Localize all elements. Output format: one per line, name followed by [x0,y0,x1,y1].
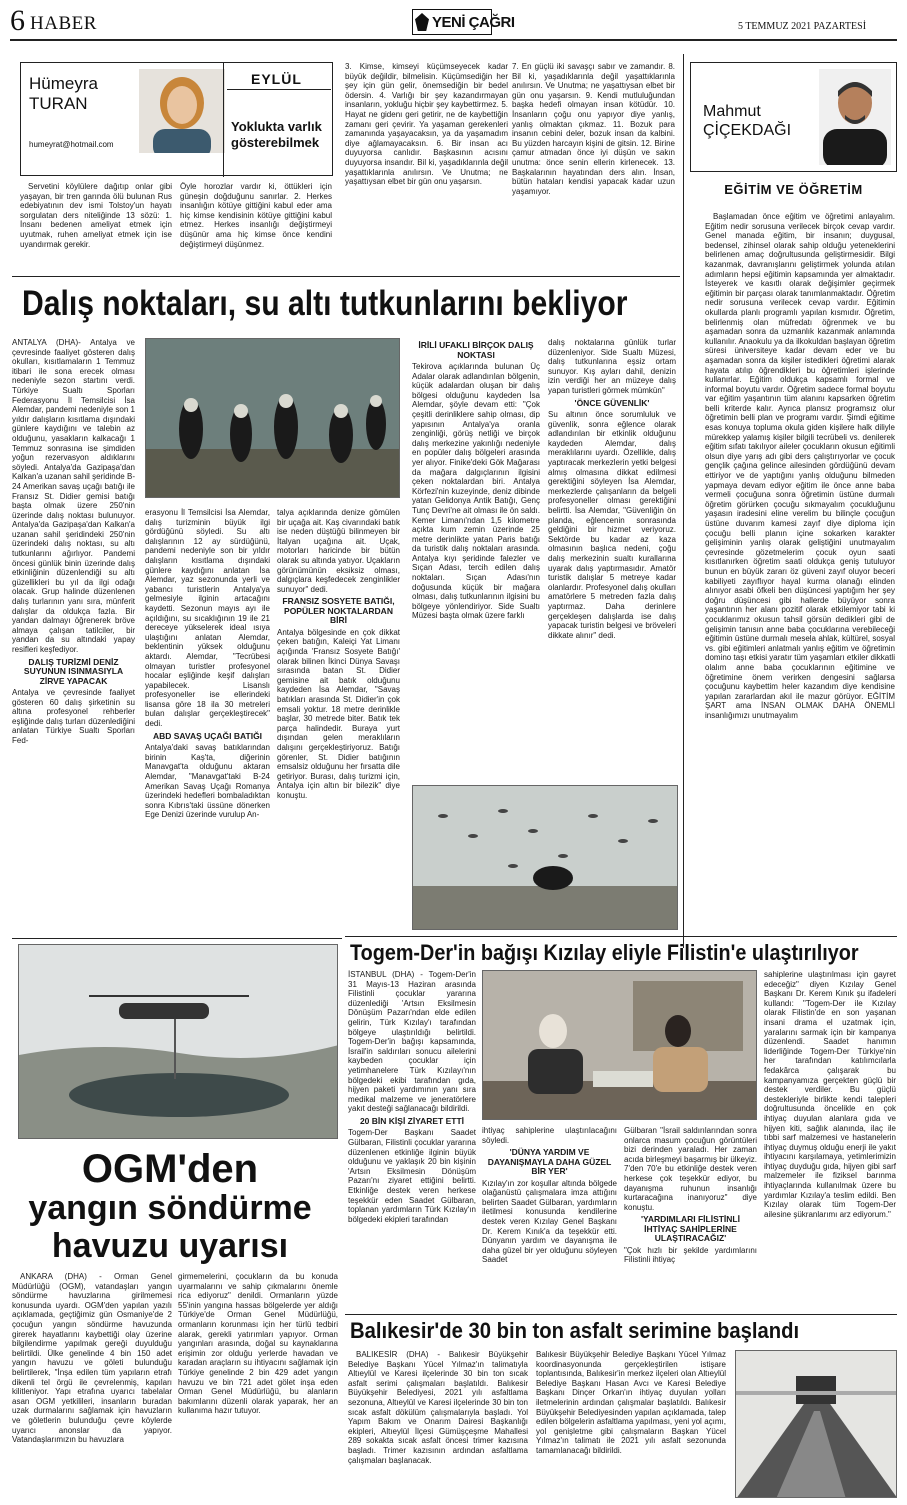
togem-col-3b-text: "Çok hızlı bir şekilde yardımlarını Filistinli ihtiyaç [624,1245,757,1265]
dive-headline: Dalış noktaları, su altı tutkunlarını bekliyor [22,284,628,323]
author-lastname: ÇİÇEKDAĞI [703,122,792,139]
togem-meeting-photo [482,970,757,1120]
helicopter-over-pool-illustration [19,945,338,1139]
paper-logo [412,9,515,35]
togem-col-1 [348,970,476,1312]
author-portrait-icon [139,69,225,153]
dive-col-3-text: talya açıklarında denize gömülen bir uçağa ait. Kaş civarındaki batık ise neden düştüğü bilinmeyen bir İtalyan uçağına ait. Uçak, motorları haricinde bir bütün olarak su altında yatıyor. Uçakların görünümünün eksiksiz olması, dalgıçlara keşfedecek zenginlikler sunuyor" dedi. [277,508,400,594]
togem-col-1b-text: Togem-Der Başkanı Saadet Gülbaran, Filistinli çocuklar yararına düzenlenen etkinliğe ilginin büyük olduğunu ve yaklaşık 20 bin kişinin 'Artsın Eksilmesin Dönüşüm Pazarı'nı ziyaret ettiğini belirtti. Etkinliğe destek veren herkese teşekkür eden Saadet Gülbaran, toplanan yardımların Türk Kızılay'ın bölgedeki ekipleri tarafından [348,1128,476,1224]
column-subtitle: Yoklukta varlık gösterebilmek [231,119,322,150]
asphalt-photo [735,1350,897,1498]
togem-col-2 [482,1126,617,1312]
divers-underwater-illustration [146,339,400,498]
togem-subhead-1: 20 BİN KİŞİ ZİYARET ETTİ [359,1115,465,1126]
dive-col-3b-text: Antalya bölgesinde en çok dikkat çeken batığın, Kaleiçi Yat Limanı açığında 'Fransız Sosyete Batığı' olarak bilinen İkinci Dünya Savaşı sırasında batan St. Didier gemisine ait batık olduğunu kaydeden İsa Alemdar, "Savaş batıkları arasında St. Didier'in çok emsali yoktur. 18 metre derinlikle başlar, 30 metrede biter. Batık tek parça halindedir. Buraya yurt dışından gelen meraklıların dalışını gerçekleştiriyoruz. Batığı görenler, St. Didier batığının emsalsiz olduğunu her fırsatta dile getiriyor. Burası, dalış turizmi için, Antalya için altın bir bilezik" diye konuştu. [277,627,400,800]
divers-photo [145,338,400,498]
author-box-left [20,62,333,176]
togem-subhead-3: 'YARDIMLARI FİLİSTİNLİ İHTİYAÇ SAHİPLERİNE ULAŞTIRACAĞIZ' [641,1214,740,1244]
togem-col-2b-text: Kızılay'ın zor koşullar altında bölgede olağanüstü çalışmalara imza attığını belirten Saadet Gülbaran, yardımların iletilmesi konusunda kendilerine destek veren Kızılay Genel Başkanı Dr. Kerem Kınık'a da teşekkür etti. Dünyanın yardım ve dayanışma ile daha güzel bir yer olduğunu söyleyen Saadet [482,1178,617,1265]
author-portrait-icon [819,69,891,165]
mid-section-rule [12,938,342,939]
issue-date: 5 TEMMUZ 2021 PAZARTESİ [738,21,867,32]
togem-col-2-text: ihtiyaç sahiplerine ulaştırılacağını söyledi. [482,1126,617,1145]
author-box-right [690,62,897,172]
dive-col-2-text: erasyonu İl Temsilcisi İsa Alemdar, dalış turizminin büyük ilgi gördüğünü söyledi. Su altı dalışlarının 12 ay sürdüğünü, pandemi nedeniyle son bir yıldır dalışların kısıtlama dışındaki günlere kaydığını anlatan İsa Alemdar, yaz sezonunda yerli ve yabancı turistlerin Antalya'ya gelmesiyle ilginin artacağını kaydetti. Sezonun mayıs ayı ile açıldığını, su sıcaklığının 19 ile 21 dereceye yükselerek ideal ısıya ulaştığını anlatan Alemdar, beklentinin yüksek olduğunu aktardı. Alemdar, "Tecrübesi olmayan turistler profesyonel hocalar eşliğinde keşif dalışları yapabilecek. Lisanslı profesyoneller ise ellerindeki lisansa göre 18 ila 30 metreleri bulan dalışlar gerçekleştirecek" dedi. [145,508,270,729]
dive-col-5b-text: Su altının önce sorumluluk ve güvenlik, sonra eğlence olarak adlandırılan bir etkinlik olduğunu kaydeden Alemdar, dalış meraklılarını uyardı. Özellikle, dalış yaptıracak merkezlerin yetki belgesi almış olmasına dikkat edilmesi gerektiğini söyleyen İsa Alemdar, merkezlerde çalışanların da belgeli profesyoneller olması gerektiğini belirtti. İsa Alemdar, "Güvenliğin ön planda, eğlencenin sonrasında geldiğini bir hizmet veriyoruz. Sektörde bu kadar az kaza olmasının başlıca nedeni, çoğu dalış merkezinin sualtı kurallarına uyarak dalış yaptırmasıdır. Amatör turistik dalışlar 5 metreye kadar olanlardır. Profesyonel dalış okulları amatörlere 5 metreden fazla dalış yaptırmaz. Daha derinlere gerçekleşen dalışlarda ise dalış yapacak turistin belgesi ve bröveleri dikkate alınır" dedi. [548,410,676,640]
togem-subhead-2: 'DÜNYA YARDIM VE DAYANIŞMAYLA DAHA GÜZEL BİR YER' [487,1147,612,1177]
dive-col-2b-text: Antalya'daki savaş batıklarından birinin Kaş'ta, diğerinin Manavgat'ta olduğunu aktaran Alemdar, "Manavgat'taki B-24 Amerikan Savaş Uçağı Romanya üzerindeki hedefleri bombaladıktan sonra Kıbrıs'taki üssüne dönerken Ege Denizi üzerinde vurulup An- [145,743,270,820]
asphalt-col-1: BALIKESİR (DHA) - Balıkesir Büyükşehir Belediye Başkanı Yücel Yılmaz'ın talimatıyla Altıeylül ve Karesi ilçelerinde 30 bin ton sıcak asfalt serimi çalışmaları başlatıldı. Balıkesir Büyükşehir Belediyesi, 2021 yılı asfaltlama sezonuna, Altıeylül ve Karesi ilçelerinde 30 bin ton sıcak asfalt dökülüm çalışmalarıyla başladı. Yol Yapım Bakım ve Onarım Dairesi Başkanlığı ekipleri, Altıeylül İlçesi Gümüşçeşme Mahallesi 289 sokakta sıcak asfalt öncesi trimer kazısına başladı. Trimer kazısının ardından asfaltlama çalışmaları başlanacak. [348,1350,528,1465]
left-column-body-4: 7. En güçlü iki savaşçı sabır ve zamandır. 8. Bil ki, yaşadıklarınla değil yaşattıklarınla anılırsın. Ve Unutma; ne yaşattıysan elbet bir gün onu yaşarsın. 9. Kendi mutluluğundan başka hedefi olmayan insan kötüdür. 10. İnsanların çoğu onu yapıyor diye yanlış, yanlış olmaktan çıkmaz. 11. Bozuk para insanın cebini deler, bozuk insan da kalbini. Bu yüzden harcayın kişini de gitsin. 12. Birine çamur atmadan önce iyi düşün ve sakın unutma: önce senin ellerin kirlenecek. 13. Başkalarının hayatından ders alın. İnsan, bütün hataları kendisi yapacak kadar uzun yaşamıyor. [512,62,675,196]
logo-emblem-icon [415,13,429,31]
ogm-col-1: ANKARA (DHA) - Orman Genel Müdürlüğü (OGM), vatandaşları yangın söndürme havuzlarına girilmemesi konusunda uyardı. OGM'den yapılan yazılı açıklamada, geçtiğimiz gün Osmaniye'de 2 çocuğun yangın söndürme havuzunda girerek hayatlarını kaybettiği olay üzerine bilgilendirme yapılmak gereği duyulduğu belirtildi. Ülke genelinde 4 bin 150 adet yangın havuzu ve göleti bulunduğu belirtilerek, "İnşa edilen tüm yapıların etrafı dikenli tel örgü ile çevrelenmiş, kapıları kilitleniyor. Yapı etrafına uyarıcı tabelalar asan OGM yetkilileri, insanların buradan uzak durmalarını sağlamak için havuzların ve göletlerin bulunduğu çevre köylerde uyarıcı anonslar da yapıyor. Vatandaşlarımızın bu havuzlara [12,1272,172,1445]
togem-rule [345,936,897,937]
title-underline [227,89,331,90]
dive-col-1b-text: Antalya ve çevresinde faaliyet gösteren 60 dalış şirketinin su altına profesyonel rehberler eşliğinde dalış turları düzenlediğini anlatan Türkiye Sualtı Sporları Fed- [12,688,135,746]
dive-col-4-text: Tekirova açıklarında bulunan Üç Adalar olarak adlandırılan bölgenin, küçük adalardan oluşan bir dalış bölgesi olduğunu kaydeden İsa Alemdar, şöyle devam etti: "Çok çeşitli derinliklere sahip olması, dip yapısının Antalya'ya oranla zenginliği, görüş netliği ve birçok dalış merkezine yakınlığı nedeniyle en popüler dalış bölgeleri arasında yer alıyor. Finike'deki Gök Mağarası da mağara dalgıçlarının ilgisini çeken noktalardan biri. Antalya Körfezi'nin kuzeyinde, deniz dibinde yatan Gelidonya Antik Batığı, Genç Tunç Devri'ne ait olması ile ön saldı. Kemer Limanı'ndan 1,5 kilometre açıkta kum zemin üzerinde 25 metre derinlikte yatan Paris batığı da turistik dalış noktaları arasında. Antalya kıyı şeridinde falezler ve Sıçan Adası, tercih edilen dalış noktaları. Sıçan Adası'nın doğusunda küçük bir mağara olması, dalış tutkunlarının ilgisini bu bölgeye yönlendiriyor. Side Sualtı Müzesi başta olmak üzere farklı [412,362,540,621]
author-lastname: TURAN [29,94,88,113]
dive-subhead-2: ABD SAVAŞ UÇAĞI BATIĞI [152,730,263,741]
asphalt-col-2: Balıkesir Büyükşehir Belediye Başkanı Yücel Yılmaz koordinasyonunda gerçekleştirilen istişare toplantısında, Balıkesir'in merkez ilçeleri olan Altıeylül Belediye Başkanı Hasan Avcı ve Karesi Belediye Başkanı Dinçer Orkan'ın ihtiyaç duyulan yolları iletmelerinin ardından çalışmalar başlatıldı. Balıkesir Büyükşehir Belediyesinden yapılan açıklamada, talep edilen bölgelerin asfaltlama yapılması, yeni yol açımı, yol genişletme gibi çalışmaların Başkan Yücel Yılmaz'ın talimatı ile 2021 yılı asfalt sezonunda tamamlanacağı bildirildi. [536,1350,726,1455]
masthead [0,0,907,52]
author-photo [139,69,225,153]
togem-col-3-text: Gülbaran "İsrail saldırılarından sonra onlarca masum çocuğun görüntüleri bizi derinden yaraladı. Her zaman acıda birleşmeyi başarmış bir ülkeyiz. 7'den 70'e bu etkinliğe destek veren herkese çok teşekkür ediyor, bu dayanışma ruhunun insanlığı kurtaracağına inanıyoruz" diye konuştu. [624,1126,757,1212]
dive-col-1-text: ANTALYA (DHA)- Antalya ve çevresinde faaliyet gösteren dalış okulları, kısıtlamaların 1 Temmuz itibari ile sona erecek olması nedeniyle sezon startını verdi. Türkiye Sualtı Sporları Federasyonu İl Temsilcisi İsa Alemdar, pandemi nedeniyle son 1 yıldır dalışların kısıtlama dışındaki günlere kaydığını ve talebin az olduğunu, yasakların kalkacağı 1 Temmuz sonrasına ise şimdiden yoğun rezervasyon aldıklarını söyledi. Antalya'da Gazipaşa'dan Kalkan'a uzanan sahil şeridinde B-24 Amerikan savaş uçağı batığı ile Fransız St. Didier gemisi batığı başta olmak üzere 250'nin üzerinde dalış noktası bulunuyor. Antalya'da Gazipaşa'dan Kalkan'a uzanan sahil şeridindeki 250'nin üzerindeki dalış noktası, su altı tutkunlarını ağırlıyor. Pandemi öncesi günlük binin üzerinde dalış etkinliğinin düzenlendiği su altı güzellikleri bu yıl da ilgi odağı olacak. Grup halinde düzenlenen dalış turlarının yanı sıra, münferit dalışlar da oldukça fazla. Bir yandan dalmayı öğrenerek bröve almaya çalışan tatilciler, bir yandan da su altındaki yapay resifleri keşfediyor. [12,338,135,654]
top-section-rule [12,276,680,277]
author-photo [819,69,891,165]
author-divider [223,63,224,177]
page-number: 6 [10,4,25,37]
paper-name: YENİ ÇAĞRI [432,14,515,31]
right-column-rule [683,54,684,948]
column-title: EYLÜL [251,71,302,87]
dive-col-5-text: dalış noktalarına günlük turlar düzenleniyor. Side Sualtı Müzesi, dalış tutkunlarına eşsiz ortam sunuyor. Kış ayları dahil, denizin izin verdiği her an müzeye dalış yapan turistleri görmek mümkün" [548,338,676,395]
author-firstname: Mahmut [703,103,761,120]
diver-fish-photo [412,785,678,930]
section-name: HABER [30,13,97,34]
author-email: humeyrat@hotmail.com [29,140,114,149]
ogm-col-2: girmemelerini, çocukların da bu konuda uyarmalarını ve sahip çıkmalarını önemle rica ediyoruz" denildi. Ormanların yüzde 55'inin yangına hassas bölgelerde yer aldığı Türkiye'de Orman Genel Müdürlüğü, ormanların korunması için her türlü tedbiri alarak, gerekli yatırımları yapıyor. Orman yangınları arasında, doğal su kaynaklarına erişimin zor olduğu yerlerde havadan ve karadan araçların su ihtiyacını sağlamak için Türkiye genelinde 2 bin 429 adet yangın havuzu ve bin 721 adet gölet inşa eden Orman Genel Müdürlüğü, bu alanların bakımlarını düzenli olarak yaparak, her an kullanıma hazır tutuyor. [178,1272,338,1416]
dive-subhead-4: İRİLİ UFAKLI BİRÇOK DALIŞ NOKTASI [418,340,534,360]
dive-subhead-5: 'ÖNCE GÜVENLİK' [574,397,650,408]
column-title: EĞİTİM VE ÖĞRETİM [724,182,863,197]
dive-col-5 [548,338,676,778]
togem-headline: Togem-Der'in bağışı Kızılay eliyle Filistin'e ulaştırılıyor [350,940,859,965]
ogm-headline-line-2: yangın söndürme [28,1189,312,1227]
left-column-body-3: 3. Kimse, kimseyi küçümseyecek kadar büyük değildir, bilmelisin. Küçümsediğin her şey için gün gelir, önemsediğin bir bedel ödersin. 4. Varlığı bir şey kazandırmayan insanların, yokluğu hiçbir şey kaybettirmez. 5. Hayat ne gidenı geri getirir, ne de kaybettiğin zamanı geri çevirir. Ya yaşaman gerekenleri zamanında yaşayacaksın, ya da yaşamadım diye ağlamayacaksın. 6. Bir insan acı duyuyorsa canlıdır. Başkasının acısını duyuyorsa insandır. Bil ki, yaşadıklarınla değil yaşattıklarınla anılırsın. Ve Unutma; ne yaşattıysan elbet bir gün onu yaşarsın. [345,62,508,187]
togem-col-1-text: İSTANBUL (DHA) - Togem-Der'in 31 Mayıs-13 Haziran arasında Filistinli çocuklar yararına düzenlediği 'Artsın Eksilmesin Dönüşüm Pazarı'ndan elde edilen gelirin, Türk Kızılay'ı tarafından bölgeye ulaştırıldığı belirtildi. Togem-Der'in bağışı kapsamında, İsrail'in saldırıları sonucu ailelerini kaybeden çocuklar için yetimhanelere Türk Kızılayı'nın bölgedeki ekibi tarafından gıda, hijyen paketi yardımının yanı sıra medikal malzeme ve jeneratörlere yakıt desteği sağlanacağı bildirildi. [348,970,476,1114]
togem-col-4: sahiplerine ulaştırılması için gayret edeceğiz" diyen Kızılay Genel Başkanı Dr. Kerem Kınık şu ifadeleri kullandı: "Togem-Der ile Kızılay olarak Filistin'de en son yaşanan insani drama el uzatmak için, yaralarını sarmak için bir kampanya düzenlendi. Saadet hanımın liderliğinde Togem-Der Türkiye'nin her tarafından katılımcılarla fedakârca çalışarak bu kampanyamıza gerçekten güçlü bir destek verdiler. Bu güçlü destekleriyle birlikte kendi talepleri doğrultusunda öncelikle en çok ihtiyaç duyulan alanlara gıda ve hijyen kiti, sağlık alanında, ilaç ile tıbbi sarf malzemesi ve hastanelerin ihtiyaç duymuş olduğu enerji ile yakıt ihtiyacını karşılamaya, yetimlerimizin ihtiyaç duyduğu gıda, hijyen gibi sarf malzemeler ile fiziksel barınma ihtiyaçlarında kullanılmak üzere bu yardımlar Kızılay'a teslim edildi. Ben Kızılay olarak tüm Togem-Der ailesine şükranlarımı arz ediyorum." [764,970,896,1219]
dive-col-3 [277,508,400,928]
diver-with-fish-illustration [413,786,678,930]
asphalt-headline: Balıkesir'de 30 bin ton asfalt serimine başlandı [350,1318,800,1343]
ogm-headline-line-1: OGM'den [81,1147,259,1191]
meeting-illustration [483,971,757,1120]
left-column-body-1: Servetini köylülere dağıtıp onlar gibi yaşayan, bir tren garında ölü bulunan Rus edebiyatının dev ismi Tolstoy'un hayatı sorgulatan ders niteliğinde 13 sözü: 1. İnsanı bedenen ameliyat etmek için uyutmak, ruhen ameliyat etmek için ise uyandırmak gerekir. [20,182,172,249]
author-firstname: Hümeyra [29,74,98,93]
ogm-headline-line-3: havuzu uyarısı [51,1227,289,1265]
asphalt-rule [345,1314,897,1315]
dive-subhead-1: DALIŞ TURİZMİ DENİZ SUYUNUN ISINMASIYLA ZİRVE YAPACAK [23,656,124,686]
helicopter-photo [18,944,338,1139]
left-column-body-2: Öyle horozlar vardır ki, öttükleri için güneşin doğduğunu sanırlar. 2. Herkes insanlığın kötüye gittiğini kabul eder ama hiç kimse kendisinin kötüye gittiğini kabul etmez. Herkes insanlığı değiştirmeyi düşünür ama hiç kimse önce kendini değiştirmeyi düşünmez. [180,182,332,249]
road-paving-illustration [736,1351,897,1498]
dive-subhead-3: FRANSIZ SOSYETE BATIĞI, POPÜLER NOKTALARDAN BİRİ [282,596,395,626]
masthead-rule [10,39,897,41]
dive-col-1 [12,338,135,928]
togem-col-3 [624,1126,757,1312]
right-column-body: Başlamadan önce eğitim ve öğretimi anlayalım. Eğitim nedir sorusuna verilecek birçok cevap vardır. Genel manada eğitim, bir insanın; duygusal, bedensel, zihinsel olarak sahip olduğu yeteneklerini belirlenen amaç doğrultusunda geliştirmesidir. Bilgi kazanmak, davranışlarını geliştirmek yolunda atılan adımların hepsi eğitimin kapsamında yer almaktadır. İsteyerek ve kasıtlı olarak değişimler geçirmek eğitimin bir parçası olarak tanımlanmaktadır. Öğretim nedir sorusuna verilecek cevap vardır. Eğitimin okullarda planlı programlı yapılan kısmıdır. Öğretim, belirlenmiş olan müfredatı öğrenmek ve bu aşamadan sonra da uzmanlık kazanmak anlamında kullanılır. Anaokulu ya da ilkokuldan başlayan öğretim süresi üniversiteye kadar devam eder ve bu aşamadan sonra da kişiler istedikleri öğretimi alarak hayata atılıp öğrendikleri bu öğretimleri işlerinde kullanırlar. Eğitim oldukça kapsamlı formal ve informal boyutu vardır. Öğretim sadece formal boyutu var eğitim yaşantının tüm alanını kapsarken öğretim belli kriterde kalır. Ayrıca plansız programsız olur öğretimin belli plan ve programı vardır. Şimdi eğitime esas konuya topluma okula giden kişilere halk diliyle mürekkep yalamış kişiler bilgili tecrübeli vs. denilerek eğitim sıfatı takılıyor aileler çocukların okusun eğitimli olsun diye yarış adı gibi ders çalıştırıyorlar ve çocuk gençlik çağına gelince ailesinden gördüğünü devam ettiriyor ve de yaptığını yanlış olduğunu bilmeden yapmaya devam ediyor eğitim ile önce anne baba vermeli çocuğuna sonra öğretimin üstüne durmalı öğretim görürken çocuğu sıkmayalım çocukluğunu yaşasın iradesini eline verelim bu bilinçle çocuğun üstüne duvarım kamesi zayıf diye diploma için çocuğu belli planın içine sokarken karakter gelişiminin yanlış olarak geliştiğini unutmayalım çevresinde gözetmelerim çocuk oyun saati kısıtlanırken öğretim saati oldukça geniş tutuluyor bunun en büyük zararı öz güveni zayıf oluyor beceri kabiliyeti zayıflıyor hayal kurma olanağı elinden alınıyor asabi öfkeli ben düşüncesi yaptığım her şey doğru düşüncesi gibi hallerde büyüyor sonra yaşantının her alanı pozitif olarak etkilemiyor tabi ki çocuklarımız okusun tahsil görsün dedikleri gibi de gelişimin tanısın anne baba çocuklarına verebileceği eğitimin üstüne durmalı mesela ahlak, kültürel, sosyal vs. gibi eğitimleri anlatmalı yanlış eğitim ve öğretimin domino taşı etkisi yaratır tüm yaşamları etkiler dikkatli olalım anne baba çocuklarının eğitimine ve öğretimine önem verirken dengesini sağlarsa çocuğunu kaybettim heler kazandım diye kendisine yapılan zararlardan akıl ile mazur görüyor. EĞİTİM ŞART ama İNSAN OLMAK DAHA ÖNEMLİ insanlığımızı unutmayalım [705,212,895,720]
dive-col-2 [145,508,270,928]
dive-col-4 [412,338,540,778]
